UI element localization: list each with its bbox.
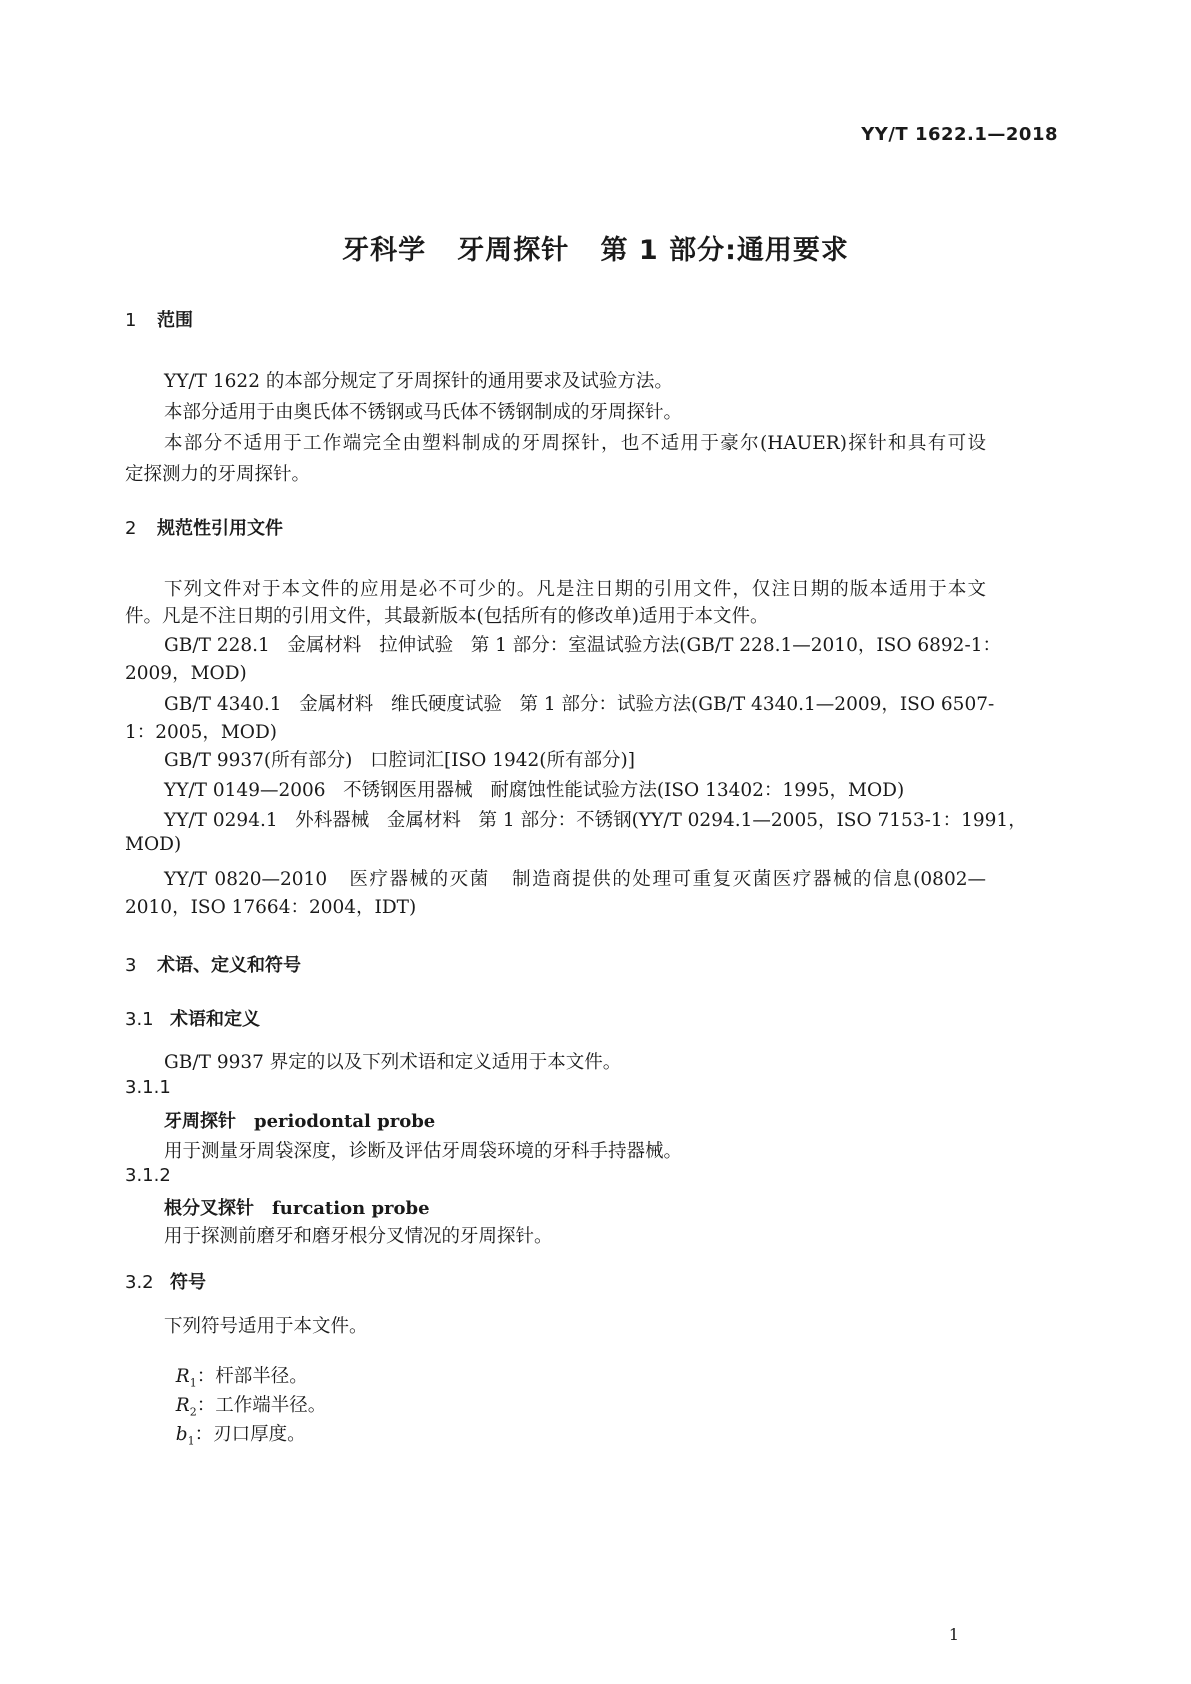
term-en: periodontal probe <box>254 1111 436 1132</box>
term-definition: 用于测量牙周袋深度，诊断及评估牙周袋环境的牙科手持器械。 <box>164 1141 683 1162</box>
page-number: 1 <box>948 1625 959 1644</box>
symbol-subscript: 2 <box>189 1405 197 1419</box>
paragraph-line: 下列符号适用于本文件。 <box>164 1316 368 1337</box>
paragraph-line: 件。凡是不注日期的引用文件，其最新版本(包括所有的修改单)适用于本文件。 <box>125 606 769 627</box>
document-title: 牙科学 牙周探针 第 1 部分:通用要求 <box>342 235 849 266</box>
section-number: 2 <box>125 518 137 539</box>
paragraph-line: 下列文件对于本文件的应用是必不可少的。凡是注日期的引用文件，仅注日期的版本适用于本文 <box>164 579 986 600</box>
section-2-heading <box>125 514 283 540</box>
term-number: 3.1.1 <box>125 1077 171 1098</box>
reference-line: 2010，ISO 17664：2004，IDT) <box>125 897 417 918</box>
symbol-text: ：杆部半径。 <box>196 1366 308 1387</box>
symbol-letter: R <box>175 1366 190 1387</box>
symbol-text: ：刃口厚度。 <box>194 1424 306 1445</box>
term-en: furcation probe <box>272 1198 430 1219</box>
subsection-number: 3.2 <box>125 1272 154 1293</box>
symbol-subscript: 1 <box>189 1376 197 1390</box>
section-title: 范围 <box>157 310 193 331</box>
term-heading <box>164 1194 430 1220</box>
paragraph-line: 本部分适用于由奥氏体不锈钢或马氏体不锈钢制成的牙周探针。 <box>164 402 683 423</box>
term-heading <box>164 1107 435 1133</box>
subsection-title: 术语和定义 <box>170 1009 260 1030</box>
subsection-3-1-heading <box>125 1005 260 1031</box>
term-zh: 根分叉探针 <box>164 1198 254 1219</box>
section-title: 规范性引用文件 <box>157 518 283 539</box>
paragraph-line: GB/T 9937 界定的以及下列术语和定义适用于本文件。 <box>164 1052 622 1073</box>
paragraph-line: 定探测力的牙周探针。 <box>125 464 311 485</box>
symbol-definition <box>164 1399 306 1448</box>
symbol-subscript: 1 <box>187 1434 195 1448</box>
symbol-letter: b <box>175 1424 188 1445</box>
section-3-heading <box>125 951 301 977</box>
symbol-text: ：工作端半径。 <box>196 1395 327 1416</box>
reference-line: 1：2005，MOD) <box>125 722 278 743</box>
subsection-number: 3.1 <box>125 1009 154 1030</box>
term-zh: 牙周探针 <box>164 1111 236 1132</box>
subsection-title: 符号 <box>170 1272 206 1293</box>
reference-line: 2009，MOD) <box>125 663 247 684</box>
term-definition: 用于探测前磨牙和磨牙根分叉情况的牙周探针。 <box>164 1226 553 1247</box>
subsection-3-2-heading <box>125 1268 206 1294</box>
standard-number: YY/T 1622.1—2018 <box>861 124 1058 145</box>
section-1-heading <box>125 306 193 332</box>
symbol-letter: R <box>175 1395 190 1416</box>
section-title: 术语、定义和符号 <box>157 955 301 976</box>
reference-line: GB/T 9937(所有部分) 口腔词汇[ISO 1942(所有部分)] <box>164 750 635 771</box>
reference-line: YY/T 0149—2006 不锈钢医用器械 耐腐蚀性能试验方法(ISO 13402：1995，MOD) <box>164 780 905 801</box>
term-number: 3.1.2 <box>125 1165 171 1186</box>
reference-line: GB/T 228.1 金属材料 拉伸试验 第 1 部分：室温试验方法(GB/T 228.1—2010，ISO 6892-1： <box>164 635 1001 656</box>
reference-line: MOD) <box>125 834 182 855</box>
section-number: 3 <box>125 955 137 976</box>
paragraph-line: YY/T 1622 的本部分规定了牙周探针的通用要求及试验方法。 <box>164 371 673 392</box>
reference-line: GB/T 4340.1 金属材料 维氏硬度试验 第 1 部分：试验方法(GB/T 4340.1—2009，ISO 6507- <box>164 694 995 715</box>
reference-line: YY/T 0294.1 外科器械 金属材料 第 1 部分：不锈钢(YY/T 0294.1—2005，ISO 7153-1：1991， <box>164 810 1027 831</box>
reference-line: YY/T 0820—2010 医疗器械的灭菌 制造商提供的处理可重复灭菌医疗器械的信息(0802— <box>164 869 986 890</box>
paragraph-line: 本部分不适用于工作端完全由塑料制成的牙周探针，也不适用于豪尔(HAUER)探针和具有可设 <box>164 433 986 454</box>
section-number: 1 <box>125 310 137 331</box>
